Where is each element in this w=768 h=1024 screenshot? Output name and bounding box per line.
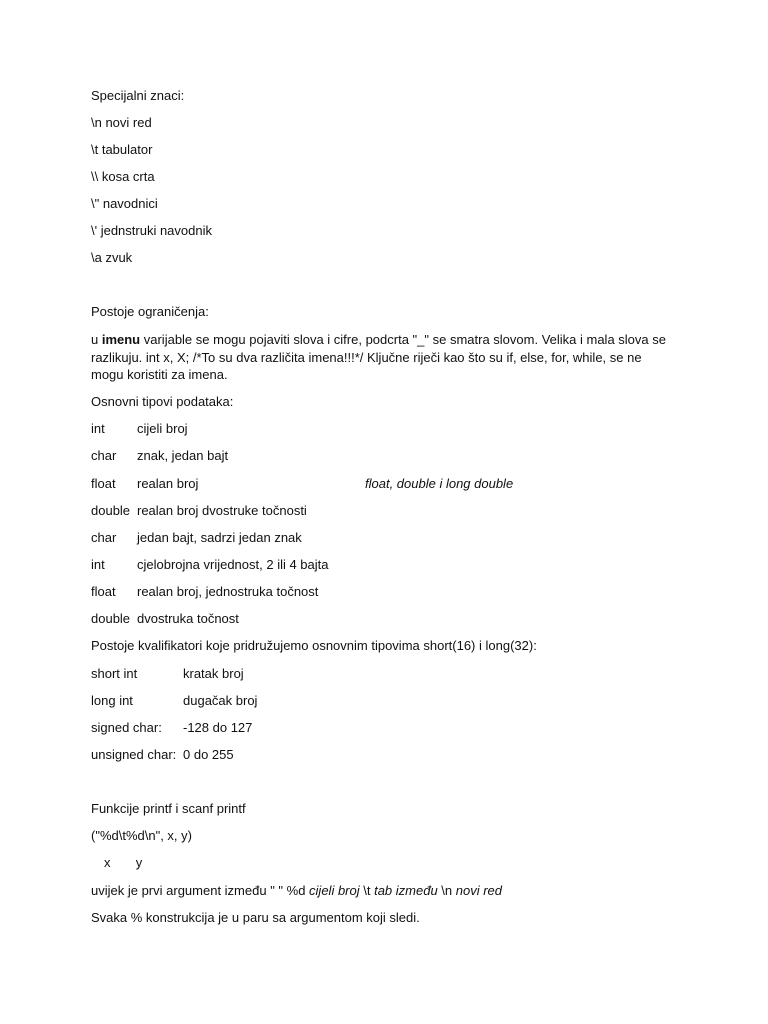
type-row xyxy=(91,529,691,546)
restrictions-heading: Postoje ograničenja: xyxy=(91,304,209,319)
restrictions-text: varijable se mogu pojaviti slova i cifre, podcrta "_" se smatra slovom. Velika i mala slova se razlikuju. int x, X; /*To su dva različita imena!!!*/ Ključne riječi kao što su if, else, for, while, se ne mogu koristiti za imena. xyxy=(91,332,666,382)
type-row xyxy=(91,583,691,600)
type-name: double xyxy=(91,503,131,518)
special-char-item: \" navodnici xyxy=(91,196,158,211)
functions-heading: Funkcije printf i scanf printf xyxy=(91,801,246,816)
type-name: int xyxy=(91,421,105,436)
type-desc: dvostruka točnost xyxy=(137,611,239,626)
basic-types-heading: Osnovni tipovi podataka: xyxy=(91,394,234,409)
special-chars-heading: Specijalni znaci: xyxy=(91,88,185,103)
qualifier-row xyxy=(91,719,691,736)
type-row xyxy=(91,447,691,464)
restrictions-bold-word: imenu xyxy=(101,332,141,347)
printf-args: x y xyxy=(104,855,143,870)
type-desc: znak, jedan bajt xyxy=(137,448,229,463)
qualifier-type: signed char: xyxy=(91,720,162,735)
type-row xyxy=(91,610,691,627)
type-desc: cijeli broj xyxy=(137,421,188,436)
type-desc: realan broj dvostruke točnosti xyxy=(137,503,307,518)
type-note: float, double i long double xyxy=(365,476,514,491)
restrictions-paragraph xyxy=(91,331,676,384)
explain-part: \t xyxy=(359,883,375,898)
qualifier-desc: 0 do 255 xyxy=(183,747,234,762)
type-name: float xyxy=(91,584,116,599)
type-desc: realan broj xyxy=(137,476,199,491)
type-row xyxy=(91,556,691,573)
qualifier-type: long int xyxy=(91,693,133,708)
qualifier-row xyxy=(91,665,691,682)
type-row xyxy=(91,475,691,492)
type-desc: realan broj, jednostruka točnost xyxy=(137,584,319,599)
closing-sentence: Svaka % konstrukcija je u paru sa argumentom koji sledi. xyxy=(91,910,420,925)
printf-call: ("%d\t%d\n", x, y) xyxy=(91,828,192,843)
explain-italic: novi red xyxy=(455,883,502,898)
special-char-item: \\ kosa crta xyxy=(91,169,155,184)
explain-part: uvijek je prvi argument između " " %d xyxy=(91,883,310,898)
qualifier-desc: kratak broj xyxy=(183,666,244,681)
qualifier-row xyxy=(91,692,691,709)
type-name: int xyxy=(91,557,105,572)
qualifiers-heading: Postoje kvalifikatori koje pridružujemo osnovnim tipovima short(16) i long(32): xyxy=(91,638,537,653)
type-desc: cjelobrojna vrijednost, 2 ili 4 bajta xyxy=(137,557,329,572)
type-name: char xyxy=(91,530,117,545)
special-char-item: \' jednstruki navodnik xyxy=(91,223,212,238)
qualifier-desc: -128 do 127 xyxy=(183,720,253,735)
type-name: double xyxy=(91,611,131,626)
special-char-item: \a zvuk xyxy=(91,250,133,265)
type-row xyxy=(91,420,691,437)
type-row xyxy=(91,502,691,519)
special-char-item: \t tabulator xyxy=(91,142,153,157)
explain-italic: tab između xyxy=(374,883,438,898)
qualifier-type: unsigned char: xyxy=(91,747,177,762)
qualifier-type: short int xyxy=(91,666,138,681)
explain-part: \n xyxy=(437,883,456,898)
printf-explanation xyxy=(91,882,502,899)
special-char-item: \n novi red xyxy=(91,115,152,130)
restrictions-prefix: u xyxy=(91,332,102,347)
qualifier-desc: dugačak broj xyxy=(183,693,258,708)
explain-italic: cijeli broj xyxy=(309,883,360,898)
type-desc: jedan bajt, sadrzi jedan znak xyxy=(137,530,302,545)
type-name: float xyxy=(91,476,116,491)
type-name: char xyxy=(91,448,117,463)
qualifier-row xyxy=(91,746,691,763)
